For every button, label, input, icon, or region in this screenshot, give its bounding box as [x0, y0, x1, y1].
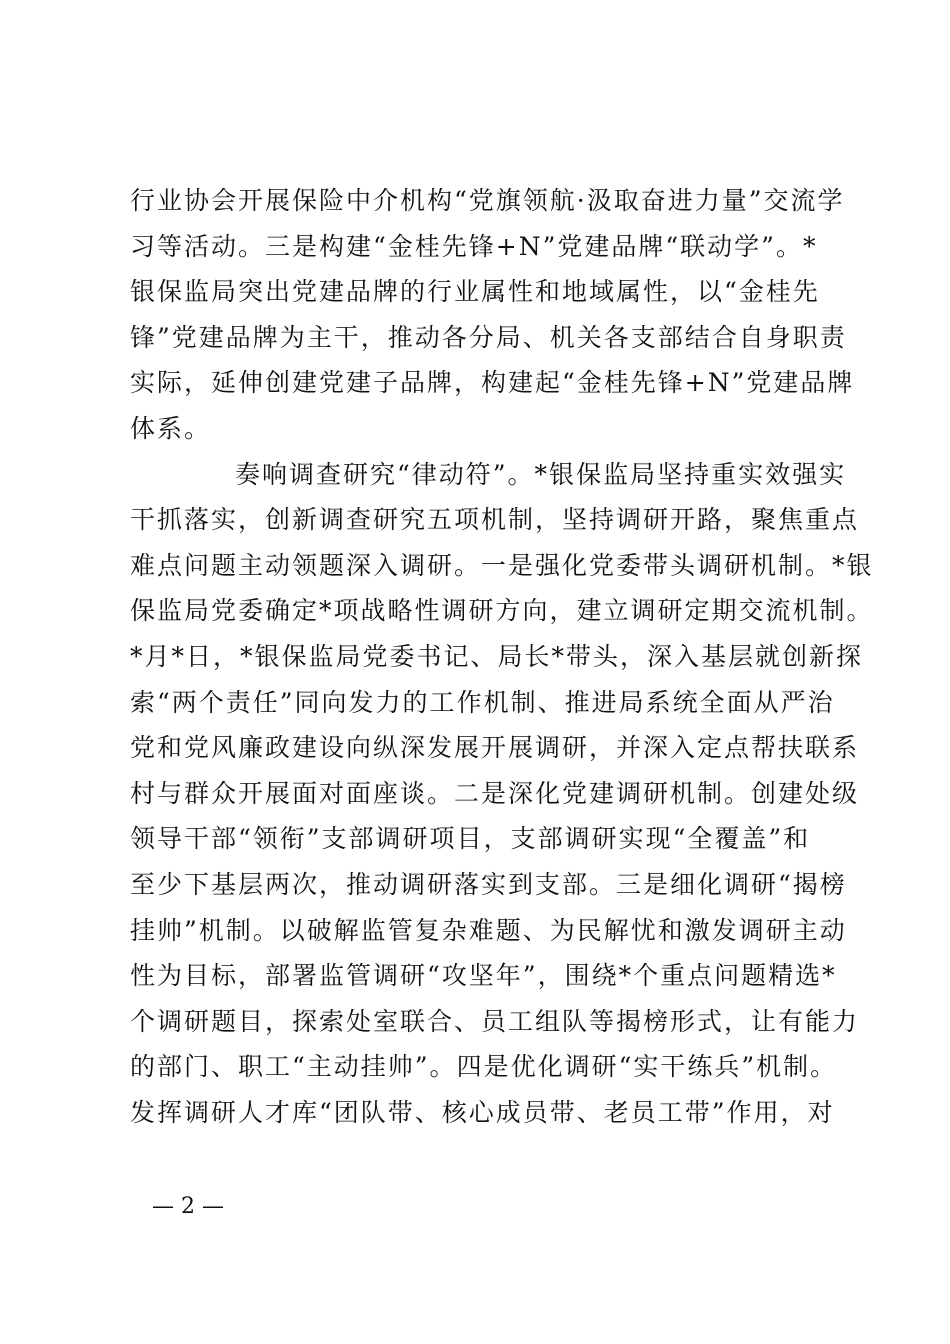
- text-line: 发挥调研人才库“团队带、核心成员带、老员工带”作用，对: [130, 1097, 835, 1127]
- text-line: 习等活动。三是构建“金桂先锋+N”党建品牌“联动学”。*: [130, 231, 818, 261]
- text-line: 挂帅”机制。以破解监管复杂难题、为民解忧和激发调研主动: [130, 915, 847, 945]
- body-text: [130, 178, 874, 1135]
- text-line: 干抓落实，创新调查研究五项机制，坚持调研开路，聚焦重点: [130, 505, 860, 535]
- text-line: 体系。: [130, 413, 212, 443]
- text-line: 领导干部“领衔”支部调研项目，支部调研实现“全覆盖”和: [130, 824, 811, 854]
- page-number: — 2 —: [152, 1194, 224, 1219]
- text-line: 性为目标，部署监管调研“攻坚年”，围绕*个重点问题精选*: [130, 961, 837, 991]
- text-line: 锋”党建品牌为主干，推动各分局、机关各支部结合自身职责: [130, 322, 847, 352]
- text-line: 实际，延伸创建党建子品牌，构建起“金桂先锋+N”党建品牌: [130, 368, 855, 398]
- text-line: 银保监局突出党建品牌的行业属性和地域属性，以“金桂先: [130, 277, 820, 307]
- text-line: 索“两个责任”同向发力的工作机制、推进局系统全面从严治: [130, 687, 835, 717]
- text-line: 村与群众开展面对面座谈。二是深化党建调研机制。创建处级: [130, 778, 860, 808]
- text-line: 党和党风廉政建设向纵深发展开展调研，并深入定点帮扶联系: [130, 733, 860, 763]
- text-line: 的部门、职工“主动挂帅”。四是优化调研“实干练兵”机制。: [130, 1052, 838, 1082]
- text-line: 至少下基层两次，推动调研落实到支部。三是细化调研“揭榜: [130, 869, 847, 899]
- text-line: 个调研题目，探索处室联合、员工组队等揭榜形式，让有能力: [130, 1006, 860, 1036]
- text-line: 保监局党委确定*项战略性调研方向，建立调研定期交流机制。: [130, 596, 874, 626]
- text-line: *月*日，*银保监局党委书记、局长*带头，深入基层就创新探: [130, 641, 864, 671]
- text-line: 行业协会开展保险中介机构“党旗领航·汲取奋进力量”交流学: [130, 186, 845, 215]
- text-line: 难点问题主动领题深入调研。一是强化党委带头调研机制。*银: [130, 550, 874, 580]
- paragraph-heading-line: 奏响调查研究“律动符”。*银保监局坚持重实效强实: [235, 459, 847, 489]
